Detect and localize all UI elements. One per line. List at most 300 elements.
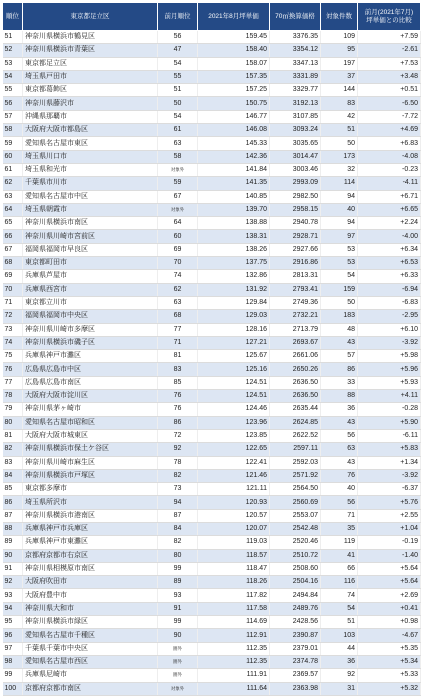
count-cell: 92	[321, 669, 358, 682]
count-cell: 71	[321, 509, 358, 522]
mom-change-cell: -2.95	[358, 310, 421, 323]
count-cell: 88	[321, 390, 358, 403]
prev-rank-cell: 63	[158, 296, 198, 309]
rank-cell: 84	[3, 469, 23, 482]
table-row	[3, 150, 421, 163]
mom-change-cell: +6.65	[358, 203, 421, 216]
rank-cell: 79	[3, 403, 23, 416]
prev-rank-cell: 81	[158, 350, 198, 363]
rank-cell: 66	[3, 230, 23, 243]
count-cell: 33	[321, 376, 358, 389]
count-cell: 116	[321, 576, 358, 589]
unit-price-cell: 117.58	[198, 602, 270, 615]
unit-price-cell: 145.33	[198, 137, 270, 150]
area-cell: 千葉県千葉市中央区	[23, 642, 158, 655]
mom-change-cell: +7.53	[358, 57, 421, 70]
count-cell: 36	[321, 655, 358, 668]
rank-cell: 81	[3, 429, 23, 442]
area-cell: 兵庫県芦屋市	[23, 270, 158, 283]
unit-price-cell: 146.77	[198, 110, 270, 123]
unit-price-cell: 139.70	[198, 203, 270, 216]
price-70sqm-cell: 3329.77	[270, 84, 321, 97]
rank-cell: 52	[3, 44, 23, 57]
count-cell: 119	[321, 536, 358, 549]
rank-cell: 77	[3, 376, 23, 389]
prev-rank-cell: 61	[158, 124, 198, 137]
mom-change-cell: +2.69	[358, 589, 421, 602]
rank-cell: 76	[3, 363, 23, 376]
prev-rank-cell: 58	[158, 150, 198, 163]
rank-cell: 88	[3, 522, 23, 535]
unit-price-cell: 125.16	[198, 363, 270, 376]
mom-change-cell: -4.00	[358, 230, 421, 243]
count-cell: 63	[321, 443, 358, 456]
table-row	[3, 230, 421, 243]
prev-rank-cell: 76	[158, 390, 198, 403]
area-cell: 埼玉県戸田市	[23, 70, 158, 83]
mom-change-cell: -3.92	[358, 336, 421, 349]
prev-rank-cell: 54	[158, 57, 198, 70]
price-70sqm-cell: 2363.98	[270, 682, 321, 695]
header-mom-change: 前月(2021年7月) 坪単価との比較	[358, 3, 421, 31]
price-70sqm-cell: 3354.12	[270, 44, 321, 57]
unit-price-cell: 141.35	[198, 177, 270, 190]
mom-change-cell: +6.71	[358, 190, 421, 203]
unit-price-cell: 158.40	[198, 44, 270, 57]
price-70sqm-cell: 2624.85	[270, 416, 321, 429]
count-cell: 94	[321, 217, 358, 230]
area-cell: 神奈川県川崎市多摩区	[23, 323, 158, 336]
price-70sqm-cell: 3347.13	[270, 57, 321, 70]
table-row	[3, 177, 421, 190]
table-row	[3, 443, 421, 456]
count-cell: 50	[321, 296, 358, 309]
prev-rank-cell: 69	[158, 243, 198, 256]
area-cell: 大阪府大阪市都島区	[23, 124, 158, 137]
count-cell: 74	[321, 589, 358, 602]
prev-rank-cell: 82	[158, 536, 198, 549]
rank-cell: 90	[3, 549, 23, 562]
price-70sqm-cell: 2813.31	[270, 270, 321, 283]
area-cell: 神奈川県横浜市港南区	[23, 509, 158, 522]
area-cell: 東京都町田市	[23, 257, 158, 270]
count-cell: 97	[321, 230, 358, 243]
area-cell: 兵庫県尼崎市	[23, 669, 158, 682]
price-70sqm-cell: 3035.65	[270, 137, 321, 150]
price-70sqm-cell: 3003.46	[270, 163, 321, 176]
price-70sqm-cell: 2982.50	[270, 190, 321, 203]
table-row	[3, 296, 421, 309]
mom-change-cell: +5.33	[358, 669, 421, 682]
price-70sqm-cell: 2564.50	[270, 483, 321, 496]
mom-change-cell: +7.59	[358, 31, 421, 44]
rank-cell: 87	[3, 509, 23, 522]
rank-cell: 94	[3, 602, 23, 615]
prev-rank-cell: 99	[158, 562, 198, 575]
price-70sqm-cell: 2489.76	[270, 602, 321, 615]
mom-change-cell: +6.34	[358, 243, 421, 256]
rank-cell: 58	[3, 124, 23, 137]
count-cell: 41	[321, 549, 358, 562]
unit-price-cell: 117.82	[198, 589, 270, 602]
area-cell: 大阪府豊中市	[23, 589, 158, 602]
prev-rank-cell: 93	[158, 589, 198, 602]
table-row	[3, 31, 421, 44]
prev-rank-cell: 56	[158, 31, 198, 44]
mom-change-cell: +5.98	[358, 350, 421, 363]
area-cell: 愛知県名古屋市中区	[23, 190, 158, 203]
prev-rank-cell: 圏外	[158, 669, 198, 682]
rank-cell: 61	[3, 163, 23, 176]
area-cell: 東京都立川市	[23, 296, 158, 309]
rank-cell: 63	[3, 190, 23, 203]
price-70sqm-cell: 2374.78	[270, 655, 321, 668]
prev-rank-cell: 82	[158, 469, 198, 482]
unit-price-cell: 129.03	[198, 310, 270, 323]
area-cell: 愛知県名古屋市昭和区	[23, 416, 158, 429]
rank-cell: 93	[3, 589, 23, 602]
count-cell: 51	[321, 616, 358, 629]
area-cell: 沖縄県那覇市	[23, 110, 158, 123]
price-70sqm-cell: 2622.52	[270, 429, 321, 442]
area-cell: 福岡県福岡市中央区	[23, 310, 158, 323]
table-row	[3, 616, 421, 629]
table-row	[3, 110, 421, 123]
area-cell: 神奈川県川崎市麻生区	[23, 456, 158, 469]
prev-rank-cell: 圏外	[158, 642, 198, 655]
table-row	[3, 44, 421, 57]
mom-change-cell: +5.32	[358, 682, 421, 695]
price-70sqm-cell: 3014.47	[270, 150, 321, 163]
header-prev-rank: 前月順位	[158, 3, 198, 31]
mom-change-cell: +5.83	[358, 443, 421, 456]
table-row	[3, 522, 421, 535]
price-70sqm-cell: 2636.50	[270, 376, 321, 389]
area-cell: 兵庫県西宮市	[23, 283, 158, 296]
mom-change-cell: -4.11	[358, 177, 421, 190]
prev-rank-cell: 50	[158, 97, 198, 110]
rank-cell: 86	[3, 496, 23, 509]
rank-cell: 82	[3, 443, 23, 456]
count-cell: 50	[321, 137, 358, 150]
unit-price-cell: 122.65	[198, 443, 270, 456]
rank-cell: 99	[3, 669, 23, 682]
area-cell: 神奈川県横浜市磯子区	[23, 336, 158, 349]
table-row	[3, 669, 421, 682]
price-70sqm-cell: 2732.21	[270, 310, 321, 323]
mom-change-cell: +0.41	[358, 602, 421, 615]
rank-cell: 55	[3, 84, 23, 97]
mom-change-cell: +5.76	[358, 496, 421, 509]
table-row	[3, 509, 421, 522]
mom-change-cell: -4.08	[358, 150, 421, 163]
header-count: 対象件数	[321, 3, 358, 31]
area-cell: 神奈川県横浜市南区	[23, 217, 158, 230]
table-row	[3, 257, 421, 270]
mom-change-cell: +5.34	[358, 655, 421, 668]
unit-price-cell: 118.47	[198, 562, 270, 575]
unit-price-cell: 118.57	[198, 549, 270, 562]
area-cell: 京都府京都市南区	[23, 682, 158, 695]
unit-price-cell: 128.16	[198, 323, 270, 336]
prev-rank-cell: 68	[158, 310, 198, 323]
mom-change-cell: +1.04	[358, 522, 421, 535]
area-cell: 愛知県名古屋市東区	[23, 137, 158, 150]
price-70sqm-cell: 2510.72	[270, 549, 321, 562]
prev-rank-cell: 84	[158, 522, 198, 535]
table-row	[3, 682, 421, 695]
rank-cell: 69	[3, 270, 23, 283]
mom-change-cell: +5.35	[358, 642, 421, 655]
area-cell: 広島県広島市南区	[23, 376, 158, 389]
table-row	[3, 310, 421, 323]
table-row	[3, 469, 421, 482]
table-row	[3, 376, 421, 389]
count-cell: 56	[321, 496, 358, 509]
mom-change-cell: -6.94	[358, 283, 421, 296]
table-row	[3, 124, 421, 137]
mom-change-cell: -4.67	[358, 629, 421, 642]
rank-cell: 65	[3, 217, 23, 230]
ranking-table-container	[2, 2, 420, 696]
prev-rank-cell: 70	[158, 257, 198, 270]
area-cell: 東京都足立区	[23, 57, 158, 70]
area-cell: 京都府京都市右京区	[23, 549, 158, 562]
prev-rank-cell: 73	[158, 483, 198, 496]
unit-price-cell: 123.96	[198, 416, 270, 429]
rank-cell: 95	[3, 616, 23, 629]
area-cell: 埼玉県川口市	[23, 150, 158, 163]
price-70sqm-cell: 2520.46	[270, 536, 321, 549]
unit-price-cell: 120.07	[198, 522, 270, 535]
area-cell: 福岡県福岡市早良区	[23, 243, 158, 256]
rank-cell: 54	[3, 70, 23, 83]
table-row	[3, 323, 421, 336]
price-70sqm-cell: 2597.11	[270, 443, 321, 456]
rank-cell: 56	[3, 97, 23, 110]
count-cell: 114	[321, 177, 358, 190]
prev-rank-cell: 54	[158, 110, 198, 123]
mom-change-cell: +1.34	[358, 456, 421, 469]
mom-change-cell: +5.90	[358, 416, 421, 429]
table-row	[3, 429, 421, 442]
mom-change-cell: +5.64	[358, 562, 421, 575]
area-cell: 兵庫県神戸市東灘区	[23, 536, 158, 549]
table-row	[3, 390, 421, 403]
prev-rank-cell: 64	[158, 217, 198, 230]
prev-rank-cell: 59	[158, 177, 198, 190]
area-cell: 愛知県名古屋市西区	[23, 655, 158, 668]
mom-change-cell: -2.61	[358, 44, 421, 57]
table-row	[3, 403, 421, 416]
rank-cell: 62	[3, 177, 23, 190]
unit-price-cell: 121.11	[198, 483, 270, 496]
unit-price-cell: 138.31	[198, 230, 270, 243]
area-cell: 兵庫県神戸市兵庫区	[23, 522, 158, 535]
rank-cell: 83	[3, 456, 23, 469]
mom-change-cell: +2.24	[358, 217, 421, 230]
count-cell: 173	[321, 150, 358, 163]
rank-cell: 78	[3, 390, 23, 403]
table-row	[3, 536, 421, 549]
unit-price-cell: 111.91	[198, 669, 270, 682]
table-row	[3, 629, 421, 642]
price-70sqm-cell: 2749.36	[270, 296, 321, 309]
unit-price-cell: 121.46	[198, 469, 270, 482]
count-cell: 36	[321, 403, 358, 416]
unit-price-cell: 137.75	[198, 257, 270, 270]
count-cell: 53	[321, 257, 358, 270]
table-row	[3, 589, 421, 602]
count-cell: 32	[321, 163, 358, 176]
mom-change-cell: +3.48	[358, 70, 421, 83]
unit-price-cell: 125.67	[198, 350, 270, 363]
price-70sqm-cell: 2650.26	[270, 363, 321, 376]
prev-rank-cell: 対象外	[158, 163, 198, 176]
prev-rank-cell: 89	[158, 576, 198, 589]
count-cell: 57	[321, 350, 358, 363]
unit-price-cell: 124.46	[198, 403, 270, 416]
area-cell: 東京都葛飾区	[23, 84, 158, 97]
mom-change-cell: +4.11	[358, 390, 421, 403]
count-cell: 159	[321, 283, 358, 296]
table-row	[3, 483, 421, 496]
rank-cell: 70	[3, 283, 23, 296]
price-70sqm-cell: 2940.78	[270, 217, 321, 230]
unit-price-cell: 146.08	[198, 124, 270, 137]
prev-rank-cell: 86	[158, 416, 198, 429]
table-row	[3, 283, 421, 296]
rank-cell: 59	[3, 137, 23, 150]
count-cell: 95	[321, 44, 358, 57]
rank-cell: 100	[3, 682, 23, 695]
table-row	[3, 270, 421, 283]
rank-cell: 89	[3, 536, 23, 549]
rank-cell: 64	[3, 203, 23, 216]
table-row	[3, 350, 421, 363]
unit-price-cell: 112.35	[198, 642, 270, 655]
prev-rank-cell: 91	[158, 602, 198, 615]
count-cell: 35	[321, 522, 358, 535]
rank-cell: 80	[3, 416, 23, 429]
unit-price-cell: 119.03	[198, 536, 270, 549]
price-70sqm-cell: 2571.92	[270, 469, 321, 482]
mom-change-cell: -0.28	[358, 403, 421, 416]
mom-change-cell: +0.51	[358, 84, 421, 97]
area-cell: 神奈川県横浜市戸塚区	[23, 469, 158, 482]
rank-cell: 98	[3, 655, 23, 668]
table-row	[3, 496, 421, 509]
table-row	[3, 363, 421, 376]
header-area: 東京都足立区	[23, 3, 158, 31]
prev-rank-cell: 62	[158, 283, 198, 296]
area-cell: 埼玉県和光市	[23, 163, 158, 176]
area-cell: 千葉県市川市	[23, 177, 158, 190]
area-cell: 神奈川県川崎市宮前区	[23, 230, 158, 243]
rank-cell: 72	[3, 310, 23, 323]
mom-change-cell: +5.64	[358, 576, 421, 589]
mom-change-cell: +4.69	[358, 124, 421, 137]
price-70sqm-cell: 2369.57	[270, 669, 321, 682]
area-cell: 埼玉県朝霞市	[23, 203, 158, 216]
prev-rank-cell: 78	[158, 456, 198, 469]
price-70sqm-cell: 2379.01	[270, 642, 321, 655]
mom-change-cell: -3.92	[358, 469, 421, 482]
unit-price-cell: 158.07	[198, 57, 270, 70]
area-cell: 愛知県名古屋市千種区	[23, 629, 158, 642]
area-cell: 埼玉県所沢市	[23, 496, 158, 509]
table-row	[3, 576, 421, 589]
unit-price-cell: 157.25	[198, 84, 270, 97]
unit-price-cell: 111.64	[198, 682, 270, 695]
price-70sqm-cell: 2958.15	[270, 203, 321, 216]
mom-change-cell: +0.98	[358, 616, 421, 629]
mom-change-cell: -6.50	[358, 97, 421, 110]
price-70sqm-cell: 2542.48	[270, 522, 321, 535]
prev-rank-cell: 76	[158, 403, 198, 416]
prev-rank-cell: 72	[158, 429, 198, 442]
rank-cell: 57	[3, 110, 23, 123]
prev-rank-cell: 47	[158, 44, 198, 57]
count-cell: 197	[321, 57, 358, 70]
rank-cell: 68	[3, 257, 23, 270]
count-cell: 83	[321, 97, 358, 110]
unit-price-cell: 157.35	[198, 70, 270, 83]
price-70sqm-cell: 2928.71	[270, 230, 321, 243]
unit-price-cell: 114.69	[198, 616, 270, 629]
rank-cell: 51	[3, 31, 23, 44]
unit-price-cell: 120.93	[198, 496, 270, 509]
area-cell: 神奈川県横浜市鶴見区	[23, 31, 158, 44]
mom-change-cell: -6.83	[358, 296, 421, 309]
price-70sqm-cell: 2494.84	[270, 589, 321, 602]
table-row	[3, 137, 421, 150]
ranking-table	[2, 2, 421, 696]
header-row	[3, 3, 421, 31]
unit-price-cell: 142.36	[198, 150, 270, 163]
prev-rank-cell: 対象外	[158, 203, 198, 216]
count-cell: 54	[321, 602, 358, 615]
mom-change-cell: +6.83	[358, 137, 421, 150]
count-cell: 51	[321, 124, 358, 137]
unit-price-cell: 118.26	[198, 576, 270, 589]
rank-cell: 92	[3, 576, 23, 589]
rank-cell: 85	[3, 483, 23, 496]
unit-price-cell: 123.85	[198, 429, 270, 442]
area-cell: 大阪府大阪市淀川区	[23, 390, 158, 403]
count-cell: 43	[321, 456, 358, 469]
area-cell: 神奈川県横浜市緑区	[23, 616, 158, 629]
unit-price-cell: 120.57	[198, 509, 270, 522]
table-row	[3, 416, 421, 429]
count-cell: 103	[321, 629, 358, 642]
rank-cell: 53	[3, 57, 23, 70]
table-row	[3, 602, 421, 615]
price-70sqm-cell: 3331.89	[270, 70, 321, 83]
area-cell: 神奈川県横浜市保土ケ谷区	[23, 443, 158, 456]
rank-cell: 97	[3, 642, 23, 655]
price-70sqm-cell: 2428.56	[270, 616, 321, 629]
count-cell: 56	[321, 429, 358, 442]
price-70sqm-cell: 2390.87	[270, 629, 321, 642]
unit-price-cell: 138.88	[198, 217, 270, 230]
area-cell: 神奈川県茅ヶ崎市	[23, 403, 158, 416]
prev-rank-cell: 77	[158, 323, 198, 336]
prev-rank-cell: 60	[158, 230, 198, 243]
unit-price-cell: 159.45	[198, 31, 270, 44]
price-70sqm-cell: 3107.85	[270, 110, 321, 123]
unit-price-cell: 150.75	[198, 97, 270, 110]
